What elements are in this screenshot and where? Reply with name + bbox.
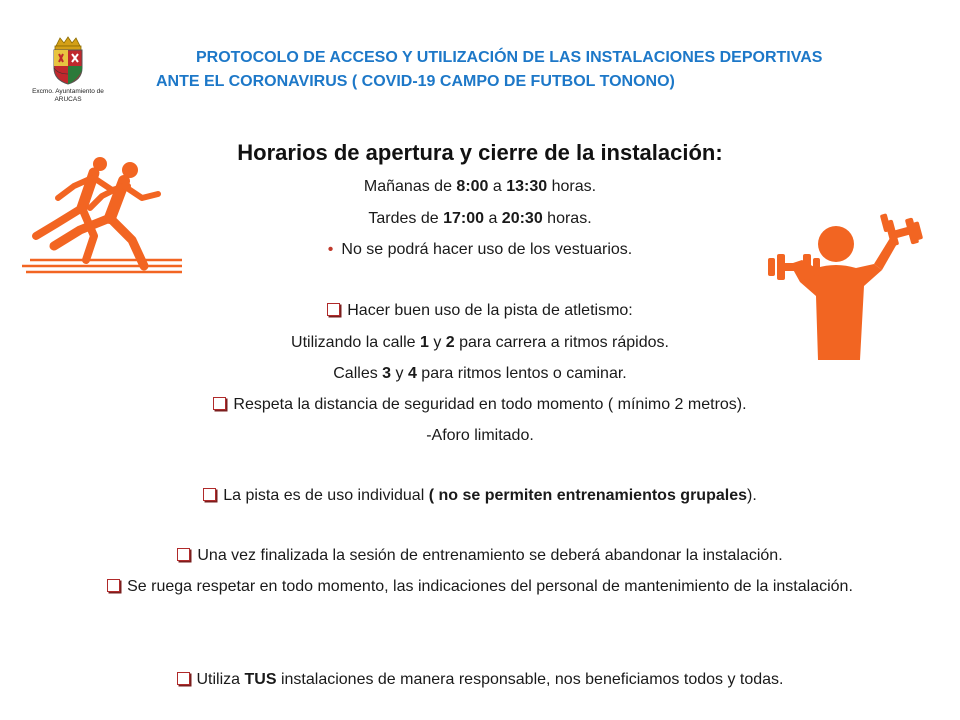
individual-item: La pista es de uso individual ( no se permiten entrenamientos grupales). (0, 487, 960, 505)
bullet-dot: • (327, 241, 334, 258)
checkbox-icon (327, 303, 340, 316)
section-heading: Horarios de apertura y cierre de la instalación: (237, 140, 723, 165)
staff-item: Se ruega respetar en todo momento, las indicaciones del personal de mantenimiento de la instalación. (0, 578, 960, 596)
title-line1: PROTOCOLO DE ACCESO Y UTILIZACIÓN DE LAS INSTALACIONES DEPORTIVAS (196, 49, 823, 66)
checkbox-icon (213, 397, 226, 410)
checkbox-icon (107, 579, 120, 592)
capacity-note: -Aforo limitado. (426, 427, 534, 444)
checkbox-icon (177, 548, 190, 561)
closing-item: Utiliza TUS instalaciones de manera responsable, nos beneficiamos todos y todas. (0, 671, 960, 689)
page-title (100, 46, 960, 94)
title-line2: ANTE EL CORONAVIRUS ( COVID-19 CAMPO DE FUTBOL TONONO) (156, 73, 675, 90)
changing-rooms-bullet: • No se podrá hacer uso de los vestuarios. (327, 241, 633, 258)
morning-hours: Mañanas de 8:00 a 13:30 horas. (363, 178, 597, 195)
logo-caption-line1: Excmo. Ayuntamiento de (32, 88, 104, 95)
slow-lanes: Calles 3 y 4 para ritmos lentos o caminar. (333, 365, 627, 382)
logo-caption-line2: ARUCAS (54, 96, 82, 103)
checkbox-icon (203, 488, 216, 501)
afternoon-hours: Tardes de 17:00 a 20:30 horas. (368, 210, 592, 227)
distance-item: Respeta la distancia de seguridad en todo momento ( mínimo 2 metros). (0, 396, 960, 414)
leave-item: Una vez finalizada la sesión de entrenamiento se deberá abandonar la instalación. (0, 547, 960, 565)
checkbox-icon (177, 672, 190, 685)
coat-of-arms-icon (48, 36, 88, 86)
fast-lanes: Utilizando la calle 1 y 2 para carrera a ritmos rápidos. (291, 334, 669, 351)
track-item: Hacer buen uso de la pista de atletismo: (0, 302, 960, 320)
